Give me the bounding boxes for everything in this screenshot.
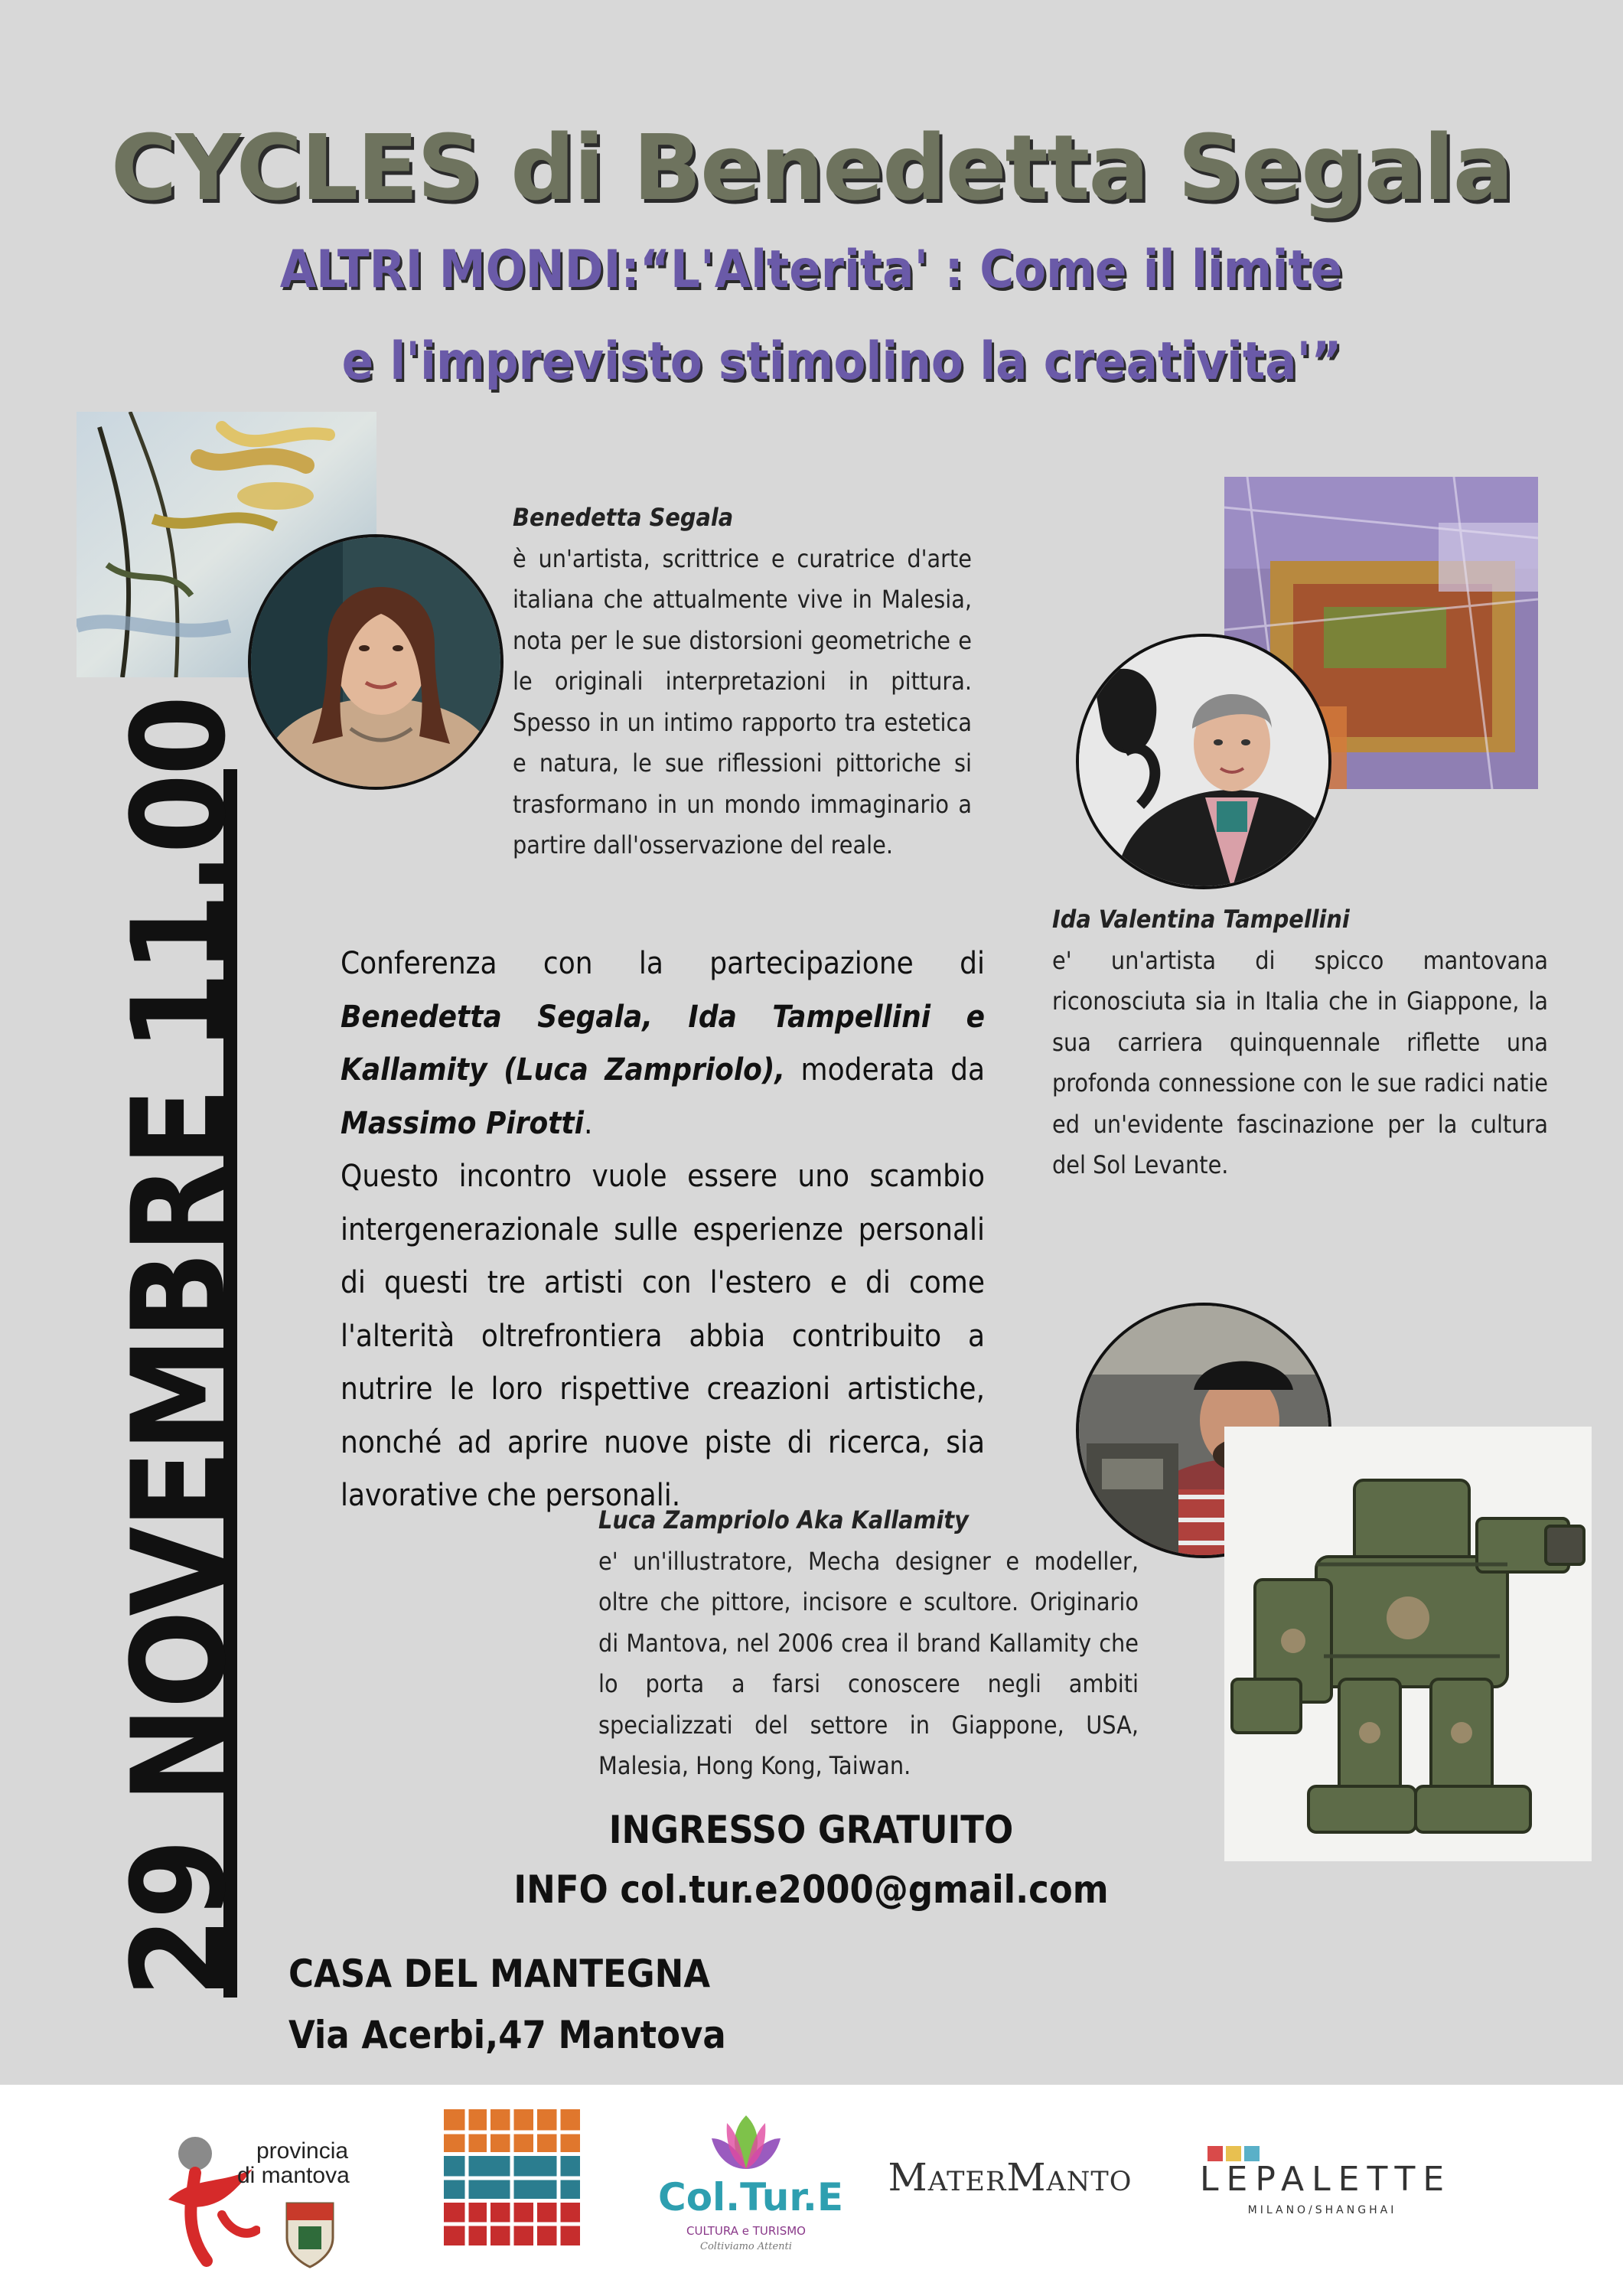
free-entry-text: INGRESSO GRATUITO [608,1808,1014,1852]
conference-description [341,938,985,1523]
ida-name: Ida Valentina Tampellini [1052,905,1350,934]
benedetta-portrait-photo [248,534,504,790]
lepalette-sub: MILANO/SHANGHAI [1247,2204,1397,2216]
lepalette-logo [1200,2146,1452,2238]
provincia-text-2: di mantova [237,2163,350,2188]
provincia-mantova-emblem [161,2115,260,2268]
mecha-robot-image [1224,1427,1592,1861]
info-contact-text: INFO col.tur.e2000@gmail.com [513,1867,1109,1912]
benedetta-bio [513,497,972,866]
moderated-by-text: moderata da [785,1052,985,1088]
coltur-tagline: Coltiviamo Attenti [700,2241,792,2252]
coltur-name: Col.Tur.E [658,2175,844,2219]
subtitle-line-1: ALTRI MONDI:“L'Alterita' : Come il limite [279,240,1343,300]
luca-bio [598,1500,1139,1787]
grid-logo [444,2109,580,2245]
ida-bio-text: e' un'artista di spicco mantovana riconosciuta sia in Italia che in Giappone, la sua carriera quinquennale riflette una profonda connessione con le sue radici natie ed un'evidente fascinazione per la cultura del Sol Levante. [1052,945,1548,1179]
lotus-icon [704,2108,788,2177]
provincia-coat-of-arms [283,2200,337,2268]
coltur-sub: CULTURA e TURISMO [686,2224,806,2238]
provincia-text-1: provincia [256,2138,349,2164]
luca-bio-text: e' un'illustratore, Mecha designer e modeller, oltre che pittore, incisore e scultore. Originario di Mantova, nel 2006 crea il brand Kallamity che lo porta a farsi conoscere negli ambiti specializzati del settore in Giappone, USA, Malesia, Hong Kong, Taiwan. [598,1546,1139,1780]
venue-name: CASA DEL MANTEGNA [288,1952,711,1996]
provincia-mantova-logo [161,2115,352,2268]
conference-body-text: Questo incontro vuole essere uno scambio intergenerazionale sulle esperienze personali di questi tre artisti con l'estero e di come l'alterità oltrefrontiera abbia contribuito a nutrire le loro rispettive creazioni artistiche, nonché ad aprire nuove piste di ricerca, sia lavorative che personali. [341,1159,985,1513]
participants-text: Benedetta Segala, Ida Tampellini e Kallamity (Luca Zampriolo), [341,999,985,1088]
lepalette-name: LEPALETTE [1200,2160,1452,2199]
event-title: CYCLES di Benedetta Segala [110,115,1513,220]
period: . [583,1105,593,1141]
ida-bio [1052,899,1548,1186]
footer-logos-bar [0,2085,1623,2296]
lepalette-color-swatches [1207,2146,1261,2161]
intro-text: Conferenza con la partecipazione di [341,946,985,981]
benedetta-bio-text: è un'artista, scrittrice e curatrice d'arte italiana che attualmente vive in Malesia, nota per le sue distorsioni geometriche e le originali interpretazioni in pittura. Spesso in un intimo rapporto tra estetica e natura, le sue riflessioni pittoriche si trasformano in un mondo immaginario a partire dall'osservazione del reale. [513,543,972,859]
subtitle-line-2: e l'imprevisto stimolino la creativita'” [341,331,1342,392]
matermanto-logo: MaterManto [888,2155,1133,2200]
ida-portrait-photo [1076,634,1331,889]
venue-address: Via Acerbi,47 Mantova [288,2013,726,2057]
moderator-name: Massimo Pirotti [341,1105,584,1141]
coltur-logo [658,2108,844,2261]
event-date-vertical: 29 NOVEMBRE 11.00 [104,697,254,1998]
luca-name: Luca Zampriolo Aka Kallamity [598,1505,969,1534]
benedetta-name: Benedetta Segala [513,503,734,532]
